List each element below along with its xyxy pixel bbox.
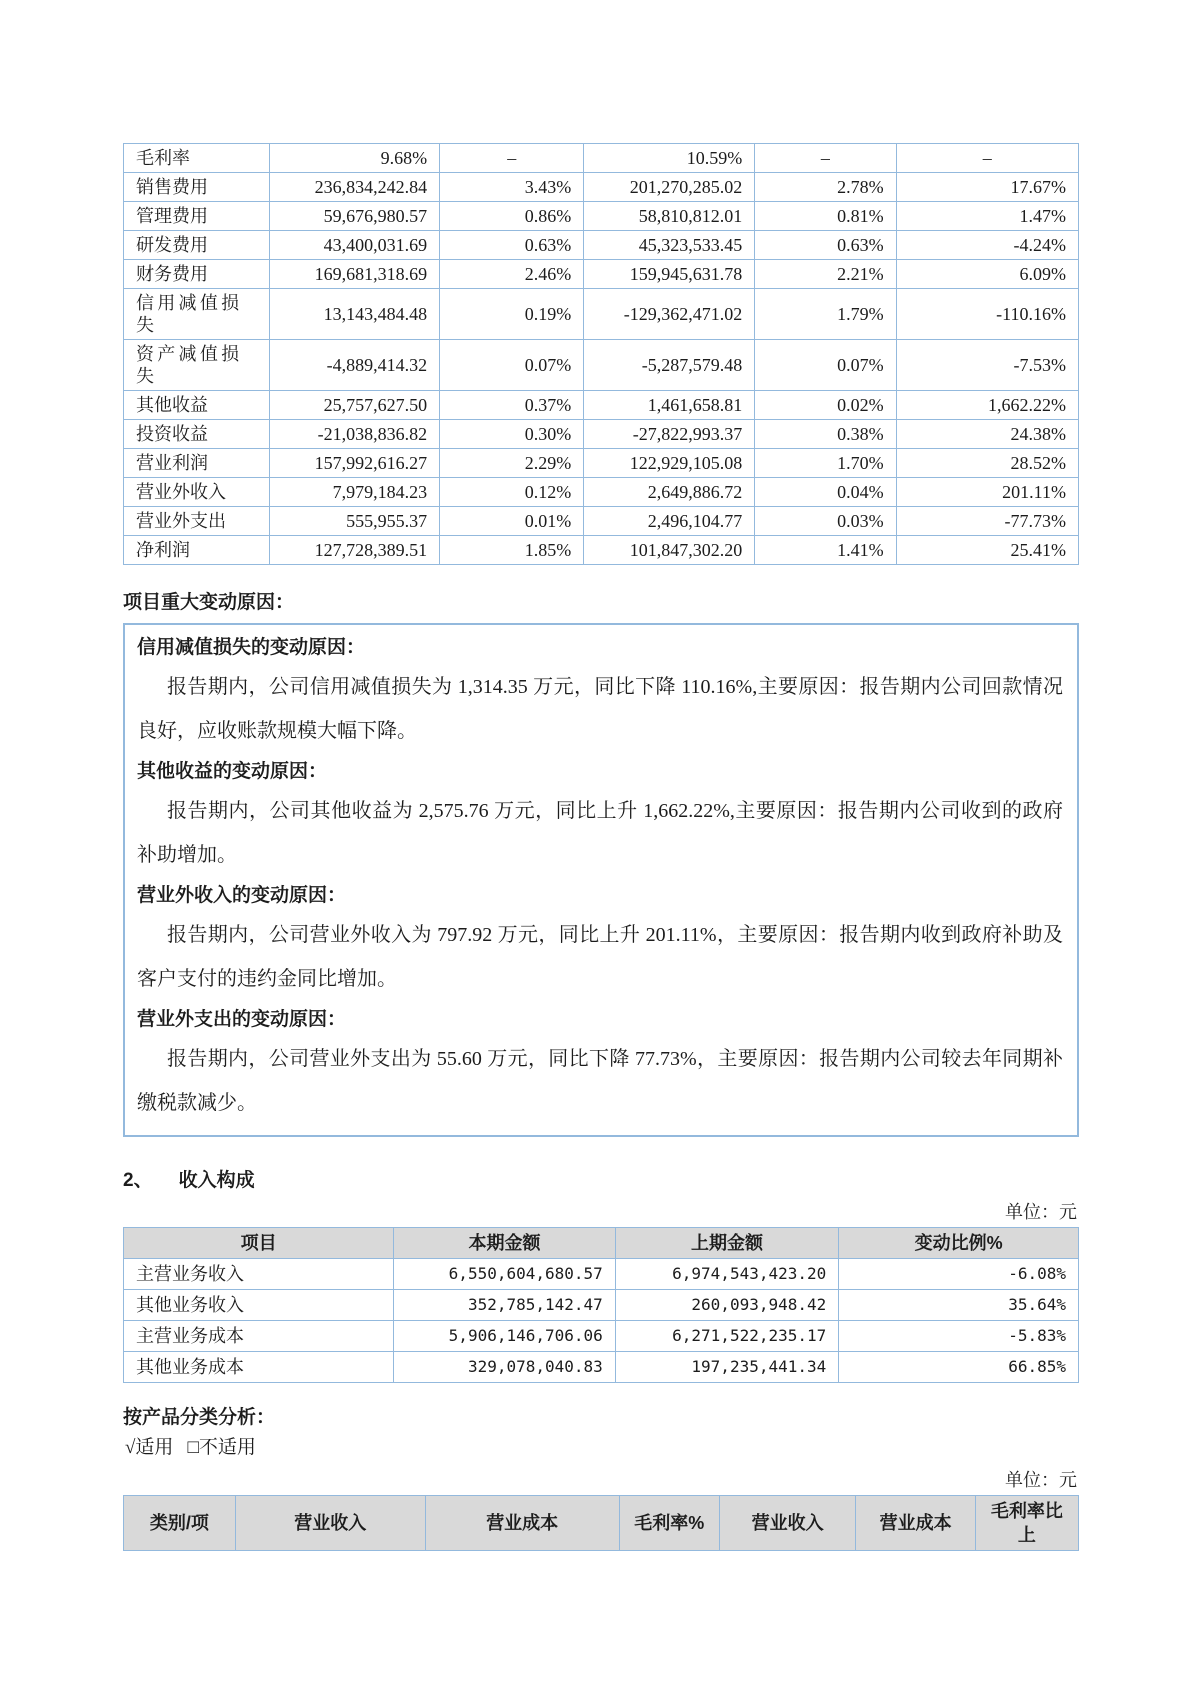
table-cell: 0.30% bbox=[440, 420, 584, 449]
table-cell: 17.67% bbox=[896, 173, 1078, 202]
table-header-row bbox=[124, 1228, 1079, 1259]
table-cell: 122,929,105.08 bbox=[584, 449, 755, 478]
table-cell: 13,143,484.48 bbox=[270, 289, 440, 340]
product-analysis-title: 按产品分类分析： bbox=[123, 1407, 276, 1428]
row-label: 研发费用 bbox=[124, 231, 270, 260]
row-label: 营业利润 bbox=[124, 449, 270, 478]
not-applicable-option: □不适用 bbox=[187, 1437, 256, 1458]
table-cell: 6,974,543,423.20 bbox=[615, 1259, 838, 1290]
table-cell: 352,785,142.47 bbox=[394, 1290, 616, 1321]
table-row bbox=[124, 449, 1079, 478]
table-cell: 127,728,389.51 bbox=[270, 536, 440, 565]
table-cell: 7,979,184.23 bbox=[270, 478, 440, 507]
table-cell: 6,271,522,235.17 bbox=[615, 1321, 838, 1352]
column-header: 营业成本 bbox=[856, 1496, 975, 1551]
table-cell: 45,323,533.45 bbox=[584, 231, 755, 260]
column-header: 上期金额 bbox=[615, 1228, 838, 1259]
row-label: 主营业务成本 bbox=[124, 1321, 394, 1352]
table-row bbox=[124, 507, 1079, 536]
column-header: 营业成本 bbox=[425, 1496, 619, 1551]
table-cell: 5,906,146,706.06 bbox=[394, 1321, 616, 1352]
column-header: 毛利率比上 bbox=[975, 1496, 1078, 1551]
table-cell: 101,847,302.20 bbox=[584, 536, 755, 565]
table-cell: -77.73% bbox=[896, 507, 1078, 536]
row-label: 其他收益 bbox=[124, 391, 270, 420]
table-row bbox=[124, 289, 1079, 340]
row-label: 管理费用 bbox=[124, 202, 270, 231]
table-cell: 0.37% bbox=[440, 391, 584, 420]
table-row bbox=[124, 420, 1079, 449]
table-row bbox=[124, 144, 1079, 173]
table-cell: 260,093,948.42 bbox=[615, 1290, 838, 1321]
table-row bbox=[124, 231, 1079, 260]
column-header: 项目 bbox=[124, 1228, 394, 1259]
table-cell: – bbox=[896, 144, 1078, 173]
reasons-box bbox=[123, 623, 1079, 1137]
table-cell: 0.07% bbox=[755, 340, 896, 391]
table-cell: -27,822,993.37 bbox=[584, 420, 755, 449]
reason-paragraph: 报告期内，公司其他收益为 2,575.76 万元，同比上升 1,662.22%,主要原因：报告期内公司收到的政府补助增加。 bbox=[137, 800, 1063, 866]
reason-paragraph: 报告期内，公司信用减值损失为 1,314.35 万元，同比下降 110.16%,主要原因：报告期内公司回款情况良好，应收账款规模大幅下降。 bbox=[137, 676, 1063, 742]
table-row bbox=[124, 1352, 1079, 1383]
table-cell: -4.24% bbox=[896, 231, 1078, 260]
reason-heading: 信用减值损失的变动原因： bbox=[137, 637, 366, 658]
table-row bbox=[124, 391, 1079, 420]
row-label: 财务费用 bbox=[124, 260, 270, 289]
table-cell: 159,945,631.78 bbox=[584, 260, 755, 289]
applicable-checked-option: √适用 bbox=[125, 1437, 174, 1458]
table-cell: 0.81% bbox=[755, 202, 896, 231]
table-cell: 10.59% bbox=[584, 144, 755, 173]
table-cell: -110.16% bbox=[896, 289, 1078, 340]
table-row bbox=[124, 536, 1079, 565]
column-header: 营业收入 bbox=[719, 1496, 856, 1551]
table-cell: 2.21% bbox=[755, 260, 896, 289]
table-row bbox=[124, 173, 1079, 202]
row-label: 信用减值损失 bbox=[124, 289, 270, 340]
table-cell: -6.08% bbox=[839, 1259, 1079, 1290]
table-cell: 2.29% bbox=[440, 449, 584, 478]
reasons-section-title: 项目重大变动原因： bbox=[123, 592, 295, 613]
table-cell: -21,038,836.82 bbox=[270, 420, 440, 449]
table-cell: -129,362,471.02 bbox=[584, 289, 755, 340]
unit-label: 单位：元 bbox=[1005, 1470, 1077, 1490]
table-cell: – bbox=[440, 144, 584, 173]
product-category-table bbox=[123, 1495, 1079, 1551]
table-cell: 201,270,285.02 bbox=[584, 173, 755, 202]
table-cell: – bbox=[755, 144, 896, 173]
table-cell: 1.41% bbox=[755, 536, 896, 565]
table-cell: 28.52% bbox=[896, 449, 1078, 478]
table-cell: 58,810,812.01 bbox=[584, 202, 755, 231]
column-header: 本期金额 bbox=[394, 1228, 616, 1259]
column-header: 营业收入 bbox=[235, 1496, 425, 1551]
table-cell: 236,834,242.84 bbox=[270, 173, 440, 202]
table-cell: 197,235,441.34 bbox=[615, 1352, 838, 1383]
row-label: 营业外支出 bbox=[124, 507, 270, 536]
table-cell: 0.19% bbox=[440, 289, 584, 340]
table-cell: 1,461,658.81 bbox=[584, 391, 755, 420]
expense-comparison-table bbox=[123, 143, 1079, 565]
reason-heading: 其他收益的变动原因： bbox=[137, 761, 328, 782]
table-row bbox=[124, 260, 1079, 289]
table-row bbox=[124, 1321, 1079, 1352]
table-cell: 6,550,604,680.57 bbox=[394, 1259, 616, 1290]
table-cell: 0.04% bbox=[755, 478, 896, 507]
table-cell: 169,681,318.69 bbox=[270, 260, 440, 289]
reason-paragraph: 报告期内，公司营业外收入为 797.92 万元，同比上升 201.11%，主要原因：报告期内收到政府补助及客户支付的违约金同比增加。 bbox=[137, 924, 1063, 990]
table-cell: 0.03% bbox=[755, 507, 896, 536]
table-cell: 2,649,886.72 bbox=[584, 478, 755, 507]
table-cell: 3.43% bbox=[440, 173, 584, 202]
table-cell: 2.46% bbox=[440, 260, 584, 289]
row-label: 资产减值损失 bbox=[124, 340, 270, 391]
table-cell: 1,662.22% bbox=[896, 391, 1078, 420]
table-cell: 25.41% bbox=[896, 536, 1078, 565]
table-cell: 157,992,616.27 bbox=[270, 449, 440, 478]
table-cell: 0.63% bbox=[755, 231, 896, 260]
table-cell: -4,889,414.32 bbox=[270, 340, 440, 391]
applicability-line bbox=[125, 1435, 1079, 1461]
table-cell: 25,757,627.50 bbox=[270, 391, 440, 420]
table-cell: 0.38% bbox=[755, 420, 896, 449]
table-row bbox=[124, 478, 1079, 507]
table-cell: 66.85% bbox=[839, 1352, 1079, 1383]
table-cell: 1.79% bbox=[755, 289, 896, 340]
table-row bbox=[124, 340, 1079, 391]
row-label: 主营业务收入 bbox=[124, 1259, 394, 1290]
unit-label: 单位：元 bbox=[1005, 1202, 1077, 1222]
table-row bbox=[124, 1259, 1079, 1290]
table-cell: 6.09% bbox=[896, 260, 1078, 289]
reason-heading: 营业外支出的变动原因： bbox=[137, 1009, 347, 1030]
reason-paragraph: 报告期内，公司营业外支出为 55.60 万元，同比下降 77.73%，主要原因：报告期内公司较去年同期补缴税款减少。 bbox=[137, 1048, 1063, 1114]
table-cell: 0.01% bbox=[440, 507, 584, 536]
row-label: 其他业务收入 bbox=[124, 1290, 394, 1321]
table-row bbox=[124, 1290, 1079, 1321]
table-cell: 329,078,040.83 bbox=[394, 1352, 616, 1383]
row-label: 其他业务成本 bbox=[124, 1352, 394, 1383]
table-cell: 1.85% bbox=[440, 536, 584, 565]
table-cell: 0.02% bbox=[755, 391, 896, 420]
table-cell: 1.70% bbox=[755, 449, 896, 478]
column-header: 变动比例% bbox=[839, 1228, 1079, 1259]
table-header-row bbox=[124, 1496, 1079, 1551]
table-cell: 201.11% bbox=[896, 478, 1078, 507]
table-cell: 1.47% bbox=[896, 202, 1078, 231]
table-cell: 0.63% bbox=[440, 231, 584, 260]
table-cell: 9.68% bbox=[270, 144, 440, 173]
table-cell: 2,496,104.77 bbox=[584, 507, 755, 536]
row-label: 销售费用 bbox=[124, 173, 270, 202]
row-label: 毛利率 bbox=[124, 144, 270, 173]
column-header: 毛利率% bbox=[619, 1496, 719, 1551]
row-label: 投资收益 bbox=[124, 420, 270, 449]
table-cell: 43,400,031.69 bbox=[270, 231, 440, 260]
revenue-composition-table bbox=[123, 1227, 1079, 1383]
table-cell: 555,955.37 bbox=[270, 507, 440, 536]
table-cell: 0.07% bbox=[440, 340, 584, 391]
row-label: 净利润 bbox=[124, 536, 270, 565]
table-cell: -5,287,579.48 bbox=[584, 340, 755, 391]
table-cell: 0.86% bbox=[440, 202, 584, 231]
table-cell: -5.83% bbox=[839, 1321, 1079, 1352]
section-number: 2、 bbox=[123, 1170, 153, 1191]
section-heading-revenue bbox=[123, 1169, 1079, 1193]
column-header: 类别/项 bbox=[124, 1496, 236, 1551]
table-cell: 0.12% bbox=[440, 478, 584, 507]
section-title: 收入构成 bbox=[178, 1170, 255, 1191]
reason-heading: 营业外收入的变动原因： bbox=[137, 885, 347, 906]
table-cell: 24.38% bbox=[896, 420, 1078, 449]
table-cell: 35.64% bbox=[839, 1290, 1079, 1321]
table-cell: 2.78% bbox=[755, 173, 896, 202]
table-cell: 59,676,980.57 bbox=[270, 202, 440, 231]
table-cell: -7.53% bbox=[896, 340, 1078, 391]
row-label: 营业外收入 bbox=[124, 478, 270, 507]
table-row bbox=[124, 202, 1079, 231]
